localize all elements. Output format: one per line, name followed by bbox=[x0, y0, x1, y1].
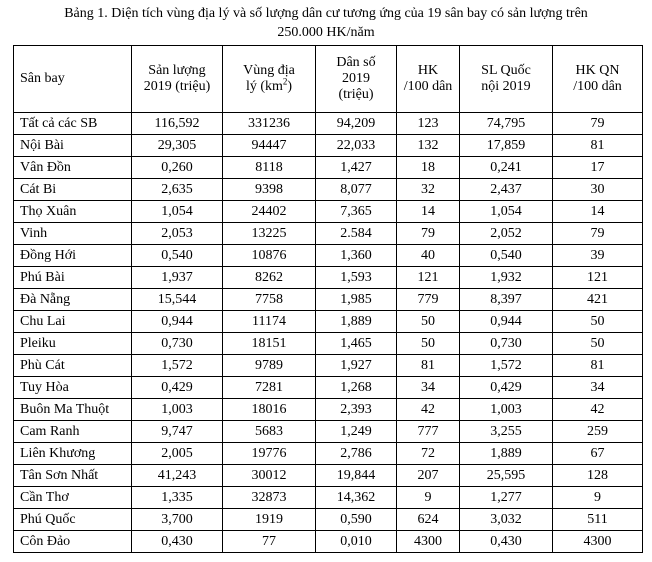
table-cell: 1,465 bbox=[316, 333, 397, 355]
table-cell: 1,572 bbox=[460, 355, 553, 377]
table-cell: 1,427 bbox=[316, 157, 397, 179]
table-cell: 42 bbox=[553, 399, 643, 421]
table-cell: 0,430 bbox=[132, 531, 223, 553]
table-cell: 30012 bbox=[223, 465, 316, 487]
table-cell: 50 bbox=[553, 311, 643, 333]
table-cell: 17 bbox=[553, 157, 643, 179]
table-cell: 79 bbox=[553, 113, 643, 135]
table-cell: 81 bbox=[397, 355, 460, 377]
airport-name-cell: Pleiku bbox=[14, 333, 132, 355]
table-cell: 1,249 bbox=[316, 421, 397, 443]
header-hk-per-100: HK /100 dân bbox=[397, 46, 460, 113]
table-cell: 779 bbox=[397, 289, 460, 311]
table-cell: 0,540 bbox=[132, 245, 223, 267]
table-cell: 67 bbox=[553, 443, 643, 465]
airport-name-cell: Tuy Hòa bbox=[14, 377, 132, 399]
table-cell: 72 bbox=[397, 443, 460, 465]
table-cell: 81 bbox=[553, 135, 643, 157]
table-cell: 77 bbox=[223, 531, 316, 553]
table-cell: 9 bbox=[553, 487, 643, 509]
table-caption bbox=[0, 4, 652, 42]
table-cell: 0,944 bbox=[460, 311, 553, 333]
table-cell: 15,544 bbox=[132, 289, 223, 311]
table-cell: 3,032 bbox=[460, 509, 553, 531]
table-cell: 22,033 bbox=[316, 135, 397, 157]
table-cell: 13225 bbox=[223, 223, 316, 245]
table-cell: 0,590 bbox=[316, 509, 397, 531]
table-cell: 0,241 bbox=[460, 157, 553, 179]
table-cell: 32 bbox=[397, 179, 460, 201]
table-cell: 34 bbox=[397, 377, 460, 399]
table-cell: 1,889 bbox=[316, 311, 397, 333]
table-row bbox=[14, 245, 643, 267]
airport-name-cell: Vân Đồn bbox=[14, 157, 132, 179]
airport-name-cell: Liên Khương bbox=[14, 443, 132, 465]
header-airport: Sân bay bbox=[14, 46, 132, 113]
header-output-2019: Sản lượng 2019 (triệu) bbox=[132, 46, 223, 113]
table-cell: 9,747 bbox=[132, 421, 223, 443]
airport-name-cell: Cam Ranh bbox=[14, 421, 132, 443]
table-cell: 8,397 bbox=[460, 289, 553, 311]
table-row bbox=[14, 179, 643, 201]
table-cell: 1,277 bbox=[460, 487, 553, 509]
table-cell: 94,209 bbox=[316, 113, 397, 135]
table-cell: 2,786 bbox=[316, 443, 397, 465]
table-row bbox=[14, 289, 643, 311]
table-cell: 1,932 bbox=[460, 267, 553, 289]
table-cell: 7281 bbox=[223, 377, 316, 399]
airport-name-cell: Cát Bi bbox=[14, 179, 132, 201]
caption-line-2: 250.000 HK/năm bbox=[277, 25, 375, 40]
table-cell: 0,429 bbox=[460, 377, 553, 399]
table-cell: 116,592 bbox=[132, 113, 223, 135]
table-cell: 259 bbox=[553, 421, 643, 443]
table-cell: 123 bbox=[397, 113, 460, 135]
table-row bbox=[14, 201, 643, 223]
table-cell: 1,985 bbox=[316, 289, 397, 311]
table-cell: 207 bbox=[397, 465, 460, 487]
table-cell: 121 bbox=[553, 267, 643, 289]
airport-name-cell: Phú Bài bbox=[14, 267, 132, 289]
table-cell: 8118 bbox=[223, 157, 316, 179]
table-cell: 14 bbox=[397, 201, 460, 223]
table-cell: 2,393 bbox=[316, 399, 397, 421]
table-row bbox=[14, 311, 643, 333]
table-row bbox=[14, 487, 643, 509]
table-cell: 1,937 bbox=[132, 267, 223, 289]
table-cell: 1,889 bbox=[460, 443, 553, 465]
table-cell: 30 bbox=[553, 179, 643, 201]
table-cell: 14 bbox=[553, 201, 643, 223]
table-row bbox=[14, 377, 643, 399]
table-cell: 3,700 bbox=[132, 509, 223, 531]
table-cell: 17,859 bbox=[460, 135, 553, 157]
airport-name-cell: Chu Lai bbox=[14, 311, 132, 333]
table-cell: 121 bbox=[397, 267, 460, 289]
table-cell: 0,730 bbox=[132, 333, 223, 355]
table-cell: 81 bbox=[553, 355, 643, 377]
caption-line-1: Bảng 1. Diện tích vùng địa lý và số lượng dân cư tương ứng của 19 sân bay có sản lượng trên bbox=[64, 6, 588, 21]
table-cell: 0,429 bbox=[132, 377, 223, 399]
table-cell: 7,365 bbox=[316, 201, 397, 223]
table-row bbox=[14, 223, 643, 245]
table-cell: 2,005 bbox=[132, 443, 223, 465]
table-cell: 1,054 bbox=[132, 201, 223, 223]
table-row bbox=[14, 267, 643, 289]
airport-name-cell: Phú Quốc bbox=[14, 509, 132, 531]
airport-name-cell: Buôn Ma Thuột bbox=[14, 399, 132, 421]
table-cell: 9 bbox=[397, 487, 460, 509]
table-cell: 42 bbox=[397, 399, 460, 421]
airport-name-cell: Đồng Hới bbox=[14, 245, 132, 267]
table-cell: 8262 bbox=[223, 267, 316, 289]
table-cell: 50 bbox=[397, 311, 460, 333]
airport-name-cell: Tất cả các SB bbox=[14, 113, 132, 135]
table-row bbox=[14, 421, 643, 443]
table-cell: 18016 bbox=[223, 399, 316, 421]
airport-name-cell: Thọ Xuân bbox=[14, 201, 132, 223]
header-row bbox=[14, 46, 643, 113]
table-cell: 0,944 bbox=[132, 311, 223, 333]
table-body bbox=[14, 113, 643, 553]
table-row bbox=[14, 135, 643, 157]
table-row bbox=[14, 509, 643, 531]
table-cell: 1,335 bbox=[132, 487, 223, 509]
table-cell: 0,260 bbox=[132, 157, 223, 179]
table-cell: 0,730 bbox=[460, 333, 553, 355]
table-cell: 25,595 bbox=[460, 465, 553, 487]
table-cell: 132 bbox=[397, 135, 460, 157]
table-row bbox=[14, 531, 643, 553]
header-population-2019: Dân số 2019 (triệu) bbox=[316, 46, 397, 113]
header-domestic-output: SL Quốc nội 2019 bbox=[460, 46, 553, 113]
table-cell: 1,003 bbox=[460, 399, 553, 421]
table-cell: 421 bbox=[553, 289, 643, 311]
table-cell: 1,593 bbox=[316, 267, 397, 289]
table-cell: 2,052 bbox=[460, 223, 553, 245]
airport-table bbox=[13, 45, 643, 553]
table-row bbox=[14, 113, 643, 135]
table-cell: 0,430 bbox=[460, 531, 553, 553]
table-cell: 4300 bbox=[553, 531, 643, 553]
table-cell: 1,054 bbox=[460, 201, 553, 223]
table-cell: 0,010 bbox=[316, 531, 397, 553]
table-cell: 1,360 bbox=[316, 245, 397, 267]
table-cell: 2.584 bbox=[316, 223, 397, 245]
table-cell: 8,077 bbox=[316, 179, 397, 201]
table-cell: 24402 bbox=[223, 201, 316, 223]
table-cell: 1,003 bbox=[132, 399, 223, 421]
table-cell: 9789 bbox=[223, 355, 316, 377]
table-cell: 40 bbox=[397, 245, 460, 267]
table-cell: 0,540 bbox=[460, 245, 553, 267]
table-cell: 1,927 bbox=[316, 355, 397, 377]
table-cell: 39 bbox=[553, 245, 643, 267]
table-cell: 7758 bbox=[223, 289, 316, 311]
table-cell: 5683 bbox=[223, 421, 316, 443]
table-row bbox=[14, 443, 643, 465]
table-cell: 10876 bbox=[223, 245, 316, 267]
airport-name-cell: Cần Thơ bbox=[14, 487, 132, 509]
table-cell: 128 bbox=[553, 465, 643, 487]
table-cell: 777 bbox=[397, 421, 460, 443]
table-row bbox=[14, 355, 643, 377]
airport-name-cell: Côn Đảo bbox=[14, 531, 132, 553]
table-cell: 4300 bbox=[397, 531, 460, 553]
header-area: Vùng địa lý $(km^2)$ bbox=[223, 46, 316, 113]
airport-name-cell: Vinh bbox=[14, 223, 132, 245]
airport-name-cell: Tân Sơn Nhất bbox=[14, 465, 132, 487]
table-cell: 18 bbox=[397, 157, 460, 179]
table-cell: 74,795 bbox=[460, 113, 553, 135]
table-cell: 19776 bbox=[223, 443, 316, 465]
table-cell: 331236 bbox=[223, 113, 316, 135]
table-cell: 18151 bbox=[223, 333, 316, 355]
table-cell: 50 bbox=[397, 333, 460, 355]
table-cell: 1,572 bbox=[132, 355, 223, 377]
header-hkqn-per-100: HK QN /100 dân bbox=[553, 46, 643, 113]
table-cell: 2,635 bbox=[132, 179, 223, 201]
table-cell: 511 bbox=[553, 509, 643, 531]
table-row bbox=[14, 399, 643, 421]
table-cell: 29,305 bbox=[132, 135, 223, 157]
table-cell: 1919 bbox=[223, 509, 316, 531]
table-cell: 1,268 bbox=[316, 377, 397, 399]
table-cell: 79 bbox=[397, 223, 460, 245]
table-cell: 34 bbox=[553, 377, 643, 399]
airport-name-cell: Đà Nẵng bbox=[14, 289, 132, 311]
table-cell: 19,844 bbox=[316, 465, 397, 487]
table-cell: 41,243 bbox=[132, 465, 223, 487]
table-row bbox=[14, 157, 643, 179]
airport-name-cell: Nội Bài bbox=[14, 135, 132, 157]
airport-name-cell: Phù Cát bbox=[14, 355, 132, 377]
table-cell: 2,437 bbox=[460, 179, 553, 201]
table-cell: 32873 bbox=[223, 487, 316, 509]
table-cell: 3,255 bbox=[460, 421, 553, 443]
table-cell: 14,362 bbox=[316, 487, 397, 509]
table-row bbox=[14, 333, 643, 355]
table-cell: 94447 bbox=[223, 135, 316, 157]
table-cell: 11174 bbox=[223, 311, 316, 333]
table-row bbox=[14, 465, 643, 487]
table-cell: 50 bbox=[553, 333, 643, 355]
table-cell: 624 bbox=[397, 509, 460, 531]
table-cell: 79 bbox=[553, 223, 643, 245]
table-cell: 9398 bbox=[223, 179, 316, 201]
table-cell: 2,053 bbox=[132, 223, 223, 245]
